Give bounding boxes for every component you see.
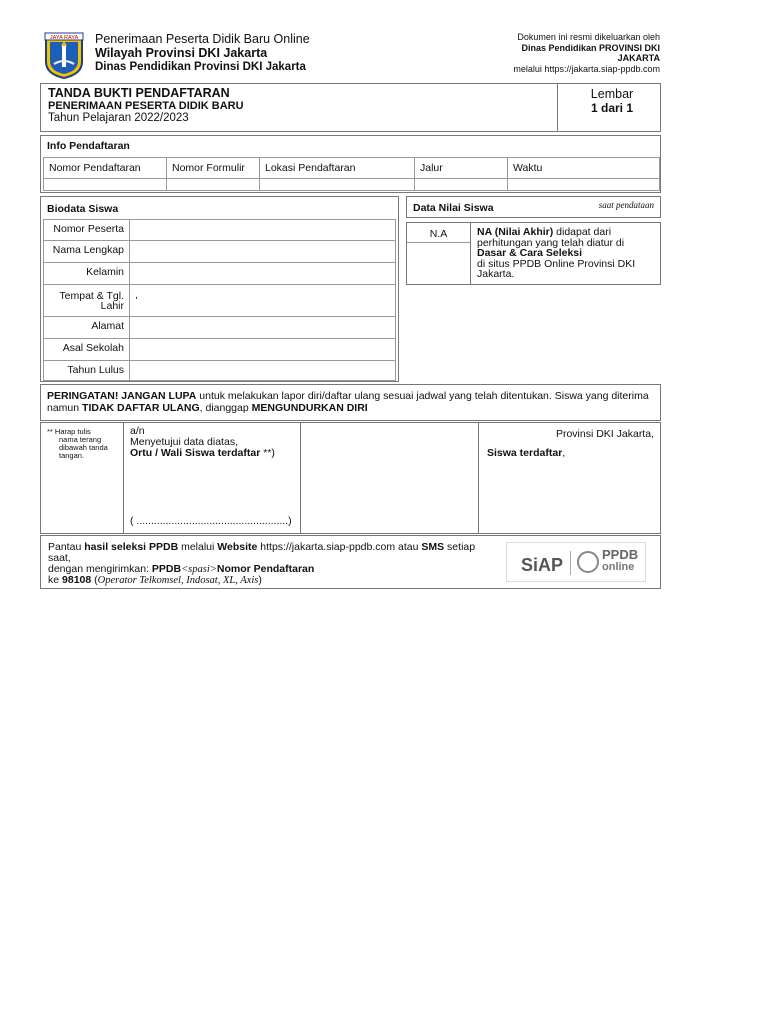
title-line3: Tahun Pelajaran 2022/2023 <box>48 112 189 124</box>
issuer-line1: Dokumen ini resmi dikeluarkan oleh <box>517 32 660 42</box>
warning-bold2: TIDAK DAFTAR ULANG <box>82 402 200 414</box>
guardian-suffix: **) <box>260 447 275 459</box>
foot-b4: PPDB <box>151 563 182 575</box>
biodata-value: , <box>130 285 396 317</box>
siap-logo: SiAP <box>521 555 564 575</box>
issuer-line2: Dinas Pendidikan PROVINSI DKI <box>521 42 660 53</box>
footer-instructions <box>48 542 488 586</box>
biodata-row-nomor-peserta <box>43 219 396 241</box>
foot-t8: ) <box>258 574 262 586</box>
ppdb-online-logo <box>602 549 638 573</box>
title-line2: PENERIMAAN PESERTA DIDIK BARU <box>48 99 244 112</box>
info-val-waktu <box>508 179 660 191</box>
foot-i2: Operator Telkomsel, Indosat, XL, Axis <box>97 575 259 586</box>
na-desc-text2: di situs PPDB Online Provinsi DKI Jakarta. <box>477 257 636 280</box>
info-col-nomor-formulir: Nomor Formulir <box>167 157 260 179</box>
guardian-label: Ortu / Wali Siswa terdaftar <box>130 447 261 459</box>
foot-b2: Website <box>217 541 258 553</box>
info-val-lokasi <box>260 179 415 191</box>
sheet-value: 1 dari 1 <box>590 101 634 115</box>
warning-bold3: MENGUNDURKAN DIRI <box>251 402 368 414</box>
header-issuer <box>460 32 660 74</box>
foot-t6: ke <box>48 574 63 586</box>
biodata-table <box>43 219 396 379</box>
biodata-value <box>130 339 396 361</box>
biodata-row-nama-lengkap <box>43 241 396 263</box>
info-title: Info Pendaftaran <box>47 140 130 152</box>
info-table <box>43 157 658 191</box>
biodata-label-line1: Tempat & Tgl. <box>59 290 124 302</box>
biodata-value <box>130 241 396 263</box>
foot-t4: setiap saat, <box>48 541 476 564</box>
warning-text1: untuk melakukan lapor diri/daftar ulang sesuai jadwal yang telah ditentukan. Siswa yang diterima namun <box>47 390 649 414</box>
biodata-row-tahun-lulus <box>43 361 396 381</box>
foot-b5: Nomor Pendaftaran <box>216 563 315 575</box>
na-desc-bold1: NA (Nilai Akhir) <box>477 226 554 238</box>
biodata-label: Asal Sekolah <box>43 339 130 361</box>
foot-b6: 98108 <box>62 574 92 586</box>
signature-section <box>40 422 661 534</box>
biodata-label <box>43 285 130 317</box>
na-desc-bold2: Dasar & Cara Seleksi <box>477 247 583 259</box>
info-pendaftaran-section <box>40 135 661 193</box>
header-org-line1: Penerimaan Peserta Didik Baru Online <box>95 32 310 46</box>
header-org-line2: Wilayah Provinsi DKI Jakarta <box>95 46 268 60</box>
info-val-jalur <box>415 179 508 191</box>
issuer-line4: melalui https://jakarta.siap-ppdb.com <box>513 63 660 74</box>
biodata-label: Alamat <box>43 317 130 339</box>
biodata-value <box>130 317 396 339</box>
biodata-value <box>130 219 396 241</box>
note-line2: nama terang <box>59 435 102 444</box>
info-col-lokasi: Lokasi Pendaftaran <box>260 157 415 179</box>
ppdb-globe-icon <box>577 551 599 573</box>
biodata-label-line2: Lahir <box>100 300 124 312</box>
guardian-signature-block <box>123 423 301 533</box>
biodata-section <box>40 196 399 382</box>
note-line3: dibawah tanda <box>59 443 108 452</box>
note-line4: tangan. <box>59 451 85 460</box>
header-organization <box>95 32 310 74</box>
data-nilai-header <box>406 196 661 218</box>
student-suffix: , <box>562 447 566 459</box>
student-label: Siswa terdaftar <box>487 447 563 459</box>
foot-b3: SMS <box>421 541 445 553</box>
logo-divider <box>570 551 571 575</box>
foot-t3: https://jakarta.siap-ppdb.com atau <box>257 541 422 553</box>
na-label: N.A <box>407 223 470 243</box>
foot-t5: dengan mengirimkan: <box>48 563 152 575</box>
title-box <box>40 83 661 132</box>
nilai-title: Data Nilai Siswa <box>413 202 494 214</box>
student-signature-label <box>487 447 565 459</box>
ppdb-logo-text: PPDB <box>602 547 639 562</box>
svg-text:JAYA RAYA: JAYA RAYA <box>49 35 79 41</box>
document-title <box>48 87 244 125</box>
biodata-row-asal-sekolah <box>43 339 396 361</box>
footer-section <box>40 535 661 589</box>
info-col-nomor-pendaftaran: Nomor Pendaftaran <box>43 157 167 179</box>
note-line1: ** Harap tulis <box>47 427 91 436</box>
info-val-nomor-formulir <box>167 179 260 191</box>
signature-spacer <box>301 423 479 533</box>
na-desc-text1: didapat dari perhitungan yang telah diatur di <box>477 226 625 249</box>
warning-bold1: PERINGATAN! JANGAN LUPA <box>47 390 197 402</box>
biodata-label: Tahun Lulus <box>43 361 130 381</box>
sheet-label: Lembar <box>590 87 634 101</box>
biodata-label: Kelamin <box>43 263 130 285</box>
signature-note <box>47 428 119 460</box>
biodata-value <box>130 263 396 285</box>
biodata-title: Biodata Siswa <box>47 203 119 215</box>
biodata-row-alamat <box>43 317 396 339</box>
foot-t1: Pantau <box>48 541 85 553</box>
biodata-label: Nomor Peserta <box>43 219 130 241</box>
nilai-subtitle: saat pendataan <box>598 200 654 210</box>
warning-notice <box>40 384 661 421</box>
biodata-row-kelamin <box>43 263 396 285</box>
foot-b1: hasil seleksi PPDB <box>84 541 179 553</box>
info-col-waktu: Waktu <box>508 157 660 179</box>
biodata-label: Nama Lengkap <box>43 241 130 263</box>
guardian-approve: Menyetujui data diatas, <box>130 436 238 448</box>
foot-i1: <spasi> <box>181 564 217 575</box>
online-logo-text: online <box>602 561 635 573</box>
title-line1: TANDA BUKTI PENDAFTARAN <box>48 86 230 100</box>
info-val-nomor-pendaftaran <box>43 179 167 191</box>
dki-jakarta-logo <box>42 32 86 80</box>
header-org-line3: Dinas Pendidikan Provinsi DKI Jakarta <box>95 61 306 73</box>
biodata-value <box>130 361 396 381</box>
footer-logos <box>506 542 646 582</box>
foot-t2: melalui <box>178 541 218 553</box>
issuer-line3: JAKARTA <box>617 53 660 63</box>
guardian-name-line: ( ....................................................) <box>130 515 292 527</box>
na-cell <box>407 223 471 284</box>
na-description <box>477 227 657 280</box>
guardian-an: a/n <box>130 425 145 437</box>
signature-place: Provinsi DKI Jakarta, <box>555 428 654 440</box>
data-nilai-body <box>406 222 661 285</box>
sheet-counter <box>567 87 657 115</box>
info-col-jalur: Jalur <box>415 157 508 179</box>
foot-t7: ( <box>91 574 98 586</box>
biodata-row-ttl <box>43 285 396 317</box>
warning-text2: , dianggap <box>199 402 252 414</box>
